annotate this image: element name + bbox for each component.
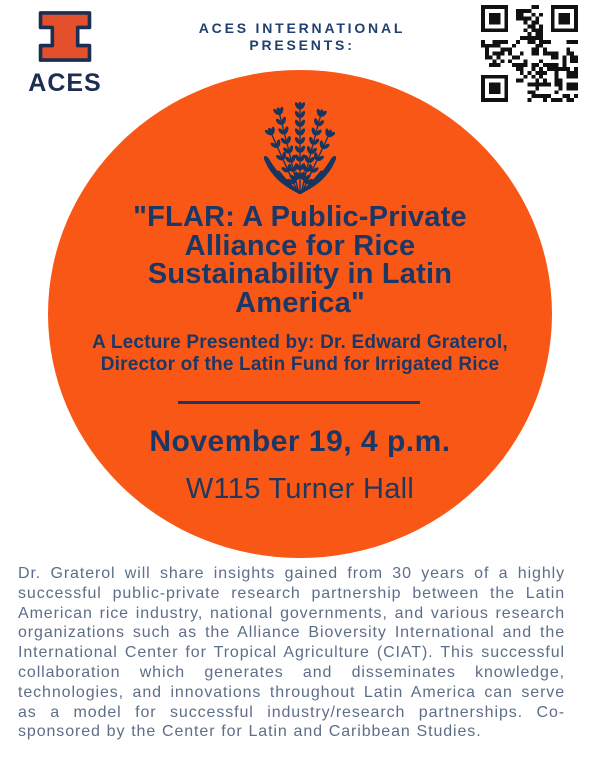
aces-logo-text: ACES <box>28 69 102 97</box>
event-title-line: Sustainability in Latin <box>147 258 453 290</box>
event-subtitle-line: Director of the Latin Fund for Irrigated Rice <box>100 353 500 375</box>
event-subtitle-line: A Lecture Presented by: Dr. Edward Graterol, <box>92 332 508 353</box>
event-description: Dr. Graterol will share insights gained from 30 years of a highly successful public-private research partnership between the Latin American rice industry, national governments, and various research organizations such as the Alliance Bioversity International and the International Center for Tropical Agriculture (CIAT). This successful collaboration which generates and disseminates knowledge, technologies, and innovations throughout Latin America can serve as a model for successful industry/research partnerships. Co-sponsored by the Center for Latin and Caribbean Studies. <box>18 565 565 741</box>
wheat-grain-spikes <box>264 101 336 190</box>
presents-header-line2: PRESENTS: <box>249 37 355 53</box>
event-subtitle <box>40 332 560 375</box>
rice-plant-icon <box>246 91 354 197</box>
event-location: W115 Turner Hall <box>185 473 415 505</box>
qr-code-icon <box>481 5 578 102</box>
event-datetime: November 19, 4 p.m. <box>149 425 451 458</box>
presents-header-line1: ACES INTERNATIONAL <box>198 20 406 36</box>
event-title-line: America" <box>235 286 365 319</box>
event-title-line: Alliance for Rice <box>184 229 416 262</box>
block-i-icon <box>36 9 94 64</box>
event-title-line: "FLAR: A Public-Private <box>133 201 467 233</box>
presents-header <box>148 20 456 54</box>
divider-line <box>178 401 420 404</box>
event-title <box>60 203 540 317</box>
